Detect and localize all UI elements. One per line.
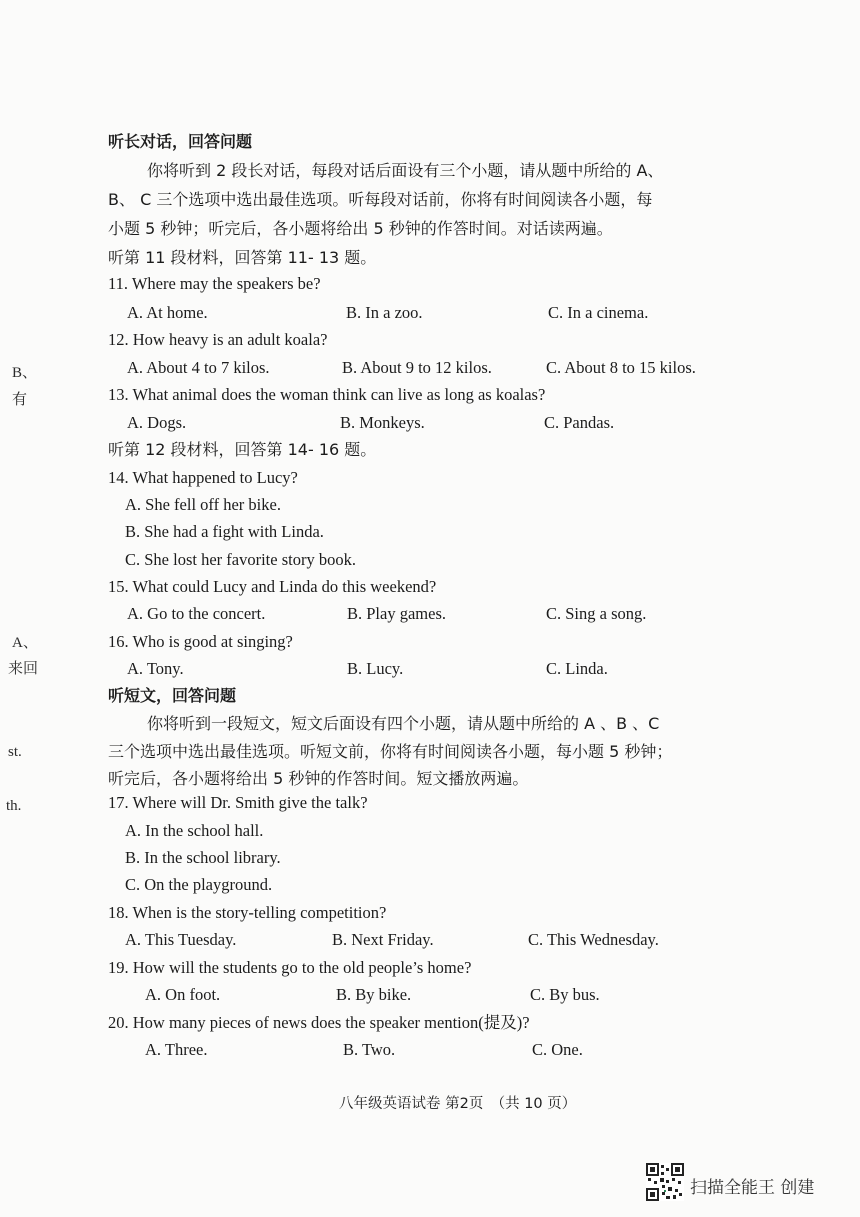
option-c: C. By bus. bbox=[530, 985, 600, 1004]
option-b: B. By bike. bbox=[336, 985, 412, 1004]
watermark-text: 扫描全能王 创建 bbox=[690, 1178, 815, 1198]
question-stem: 12. How heavy is an adult koala? bbox=[108, 330, 328, 349]
left-edge-fragment: A、 bbox=[12, 635, 38, 651]
option-a: A. On foot. bbox=[145, 985, 221, 1004]
section-instructions-line: B、 C 三个选项中选出最佳选项。听每段对话前，你将有时间阅读各小题，每 bbox=[108, 190, 653, 209]
left-edge-fragment: 来回 bbox=[8, 661, 39, 677]
question-stem: 14. What happened to Lucy? bbox=[108, 468, 298, 487]
section-instructions-line: 你将听到一段短文，短文后面设有四个小题，请从题中所给的 A 、B 、C bbox=[147, 714, 660, 733]
material-label: 听第 12 段材料，回答第 14- 16 题。 bbox=[108, 440, 377, 459]
option-b: B. About 9 to 12 kilos. bbox=[342, 358, 492, 377]
left-edge-fragment: B、 bbox=[12, 365, 38, 381]
option-b: B. Monkeys. bbox=[340, 413, 425, 432]
option-b: B. Lucy. bbox=[347, 659, 404, 678]
option-a: A. She fell off her bike. bbox=[125, 495, 281, 514]
option-b: B. Play games. bbox=[347, 604, 446, 623]
section-instructions-line: 听完后，各小题将给出 5 秒钟的作答时间。短文播放两遍。 bbox=[108, 769, 529, 788]
question-stem: 16. Who is good at singing? bbox=[108, 632, 293, 651]
question-stem: 17. Where will Dr. Smith give the talk? bbox=[108, 793, 368, 812]
option-b: B. In a zoo. bbox=[346, 303, 423, 322]
option-c: C. Pandas. bbox=[544, 413, 615, 432]
option-b: B. Two. bbox=[343, 1040, 396, 1059]
section-instructions-line: 你将听到 2 段长对话，每段对话后面设有三个小题，请从题中所给的 A、 bbox=[147, 161, 664, 180]
material-label: 听第 11 段材料，回答第 11- 13 题。 bbox=[108, 248, 377, 267]
section-instructions-line: 三个选项中选出最佳选项。听短文前，你将有时间阅读各小题，每小题 5 秒钟； bbox=[108, 742, 673, 761]
section-heading: 听短文，回答问题 bbox=[108, 686, 237, 705]
option-a: A. Dogs. bbox=[127, 413, 187, 432]
question-stem: 13. What animal does the woman think can live as long as koalas? bbox=[108, 385, 546, 404]
left-edge-fragment: st. bbox=[8, 744, 22, 760]
option-a: A. Three. bbox=[145, 1040, 208, 1059]
question-stem: 20. How many pieces of news does the speaker mention(提及)? bbox=[108, 1013, 530, 1032]
option-a: A. This Tuesday. bbox=[125, 930, 237, 949]
option-c: C. She lost her favorite story book. bbox=[125, 550, 356, 569]
option-a: A. Go to the concert. bbox=[127, 604, 266, 623]
option-c: C. In a cinema. bbox=[548, 303, 649, 322]
question-stem: 15. What could Lucy and Linda do this weekend? bbox=[108, 577, 437, 596]
option-c: C. One. bbox=[532, 1040, 583, 1059]
qr-code-icon bbox=[646, 1163, 684, 1201]
question-stem: 19. How will the students go to the old people’s home? bbox=[108, 958, 472, 977]
option-a: A. Tony. bbox=[127, 659, 184, 678]
question-stem: 18. When is the story-telling competition? bbox=[108, 903, 387, 922]
page-footer: 八年级英语试卷 第2页 （共 10 页） bbox=[339, 1096, 577, 1112]
left-edge-fragment: 有 bbox=[12, 392, 28, 408]
option-c: C. This Wednesday. bbox=[528, 930, 659, 949]
option-b: B. Next Friday. bbox=[332, 930, 434, 949]
option-c: C. About 8 to 15 kilos. bbox=[546, 358, 696, 377]
section-instructions-line: 小题 5 秒钟；听完后，各小题将给出 5 秒钟的作答时间。对话读两遍。 bbox=[108, 219, 613, 238]
section-heading: 听长对话，回答问题 bbox=[108, 132, 253, 151]
question-stem: 11. Where may the speakers be? bbox=[108, 274, 321, 293]
option-b: B. She had a fight with Linda. bbox=[125, 522, 324, 541]
option-c: C. Linda. bbox=[546, 659, 608, 678]
option-c: C. Sing a song. bbox=[546, 604, 647, 623]
option-b: B. In the school library. bbox=[125, 848, 281, 867]
left-edge-fragment: th. bbox=[6, 798, 22, 814]
option-c: C. On the playground. bbox=[125, 875, 273, 894]
option-a: A. In the school hall. bbox=[125, 821, 264, 840]
option-a: A. About 4 to 7 kilos. bbox=[127, 358, 270, 377]
option-a: A. At home. bbox=[127, 303, 208, 322]
